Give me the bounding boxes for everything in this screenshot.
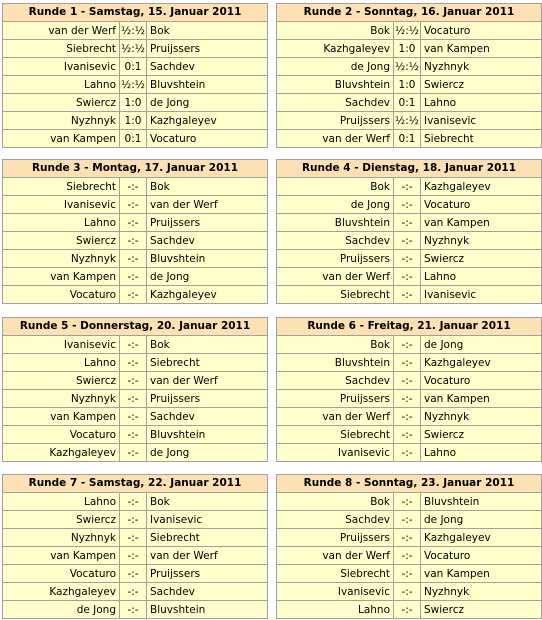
round-4-table xyxy=(276,159,542,304)
pairing-row xyxy=(277,286,541,304)
pairing-row xyxy=(3,178,267,196)
game-result: -:- xyxy=(394,390,421,408)
black-player: Vocaturo xyxy=(421,196,542,214)
game-result: ½:½ xyxy=(120,22,147,40)
game-result: -:- xyxy=(120,529,147,547)
game-result: -:- xyxy=(120,547,147,565)
round-1-table xyxy=(2,3,268,148)
black-player: Pruijssers xyxy=(147,214,268,232)
game-result: -:- xyxy=(394,178,421,196)
game-result: ½:½ xyxy=(394,112,421,130)
pairing-row xyxy=(277,112,541,130)
game-result: -:- xyxy=(394,372,421,390)
black-player: Ivanisevic xyxy=(424,288,477,301)
round-title: Runde 3 - Montag, 17. Januar 2011 xyxy=(3,160,267,178)
black-player: de Jong xyxy=(421,511,542,529)
white-player: Bluvshtein xyxy=(277,76,394,94)
round-3-table xyxy=(2,159,268,304)
round-5-table xyxy=(2,317,268,462)
pairing-row xyxy=(277,232,541,250)
black-player: Sachdev xyxy=(147,408,268,426)
game-result: 0:1 xyxy=(120,130,147,148)
white-player: Bok xyxy=(277,22,394,40)
game-result: -:- xyxy=(120,354,147,372)
black-player: de Jong xyxy=(147,268,268,286)
black-player: Sachdev xyxy=(147,583,268,601)
pairing-row xyxy=(3,354,267,372)
round-2-table xyxy=(276,3,542,148)
game-result: -:- xyxy=(394,268,421,286)
black-player: Nyzhnyk xyxy=(421,583,542,601)
white-player: Nyzhnyk xyxy=(3,529,120,547)
white-player: Nyzhnyk xyxy=(3,250,120,268)
pairing-row xyxy=(277,372,541,390)
black-player: Bok xyxy=(147,336,268,354)
pairing-row xyxy=(3,58,267,76)
pairing-row xyxy=(3,444,267,462)
game-result: -:- xyxy=(120,444,147,462)
black-player: Sachdev xyxy=(147,58,268,76)
round-title: Runde 5 - Donnerstag, 20. Januar 2011 xyxy=(3,318,267,336)
white-player: Swiercz xyxy=(3,94,120,112)
white-player: de Jong xyxy=(277,196,394,214)
pairing-row xyxy=(277,40,541,58)
pairing-row xyxy=(3,547,267,565)
round-title: Runde 6 - Freitag, 21. Januar 2011 xyxy=(277,318,541,336)
white-player: Sachdev xyxy=(277,372,394,390)
black-player: Bluvshtein xyxy=(421,493,542,511)
pairing-row xyxy=(277,58,541,76)
white-player: Ivanisevic xyxy=(3,58,120,76)
round-title: Runde 8 - Sonntag, 23. Januar 2011 xyxy=(277,475,541,493)
game-result: -:- xyxy=(120,565,147,583)
pairings-table xyxy=(277,22,541,147)
pairing-row xyxy=(277,130,541,148)
game-result: -:- xyxy=(120,286,147,304)
pairings-table xyxy=(3,336,267,461)
pairing-row xyxy=(277,196,541,214)
black-player: Nyzhnyk xyxy=(421,408,542,426)
game-result: -:- xyxy=(394,214,421,232)
game-result: -:- xyxy=(394,511,421,529)
pairing-row xyxy=(277,22,541,40)
black-player: Kazhgaleyev xyxy=(421,354,542,372)
round-7-table xyxy=(2,474,268,619)
pairing-row xyxy=(3,76,267,94)
black-player: de Jong xyxy=(150,446,190,459)
round-title: Runde 4 - Dienstag, 18. Januar 2011 xyxy=(277,160,541,178)
game-result: -:- xyxy=(394,232,421,250)
game-result: 1:0 xyxy=(394,40,421,58)
black-player: Lahno xyxy=(424,446,457,459)
game-result: 1:0 xyxy=(394,76,421,94)
black-player: van der Werf xyxy=(147,372,268,390)
game-result: 1:0 xyxy=(120,112,147,130)
black-player: de Jong xyxy=(147,94,268,112)
black-player: Bok xyxy=(147,493,268,511)
pairing-row xyxy=(277,493,541,511)
pairing-row xyxy=(3,529,267,547)
white-player: Lahno xyxy=(3,76,120,94)
white-player: Pruijssers xyxy=(277,112,394,130)
pairings-table xyxy=(3,178,267,303)
white-player: van Kampen xyxy=(3,130,120,148)
pairing-row xyxy=(3,250,267,268)
white-player: Lahno xyxy=(3,354,120,372)
black-player: Sachdev xyxy=(147,232,268,250)
pairing-row xyxy=(3,426,267,444)
pairing-row xyxy=(3,372,267,390)
game-result: -:- xyxy=(394,196,421,214)
game-result: ½:½ xyxy=(394,22,421,40)
pairing-row xyxy=(277,511,541,529)
game-result: -:- xyxy=(120,232,147,250)
black-player: van Kampen xyxy=(421,565,542,583)
game-result: -:- xyxy=(120,511,147,529)
game-result: -:- xyxy=(394,250,421,268)
white-player: Bok xyxy=(277,493,394,511)
game-result: -:- xyxy=(120,336,147,354)
black-player: Ivanisevic xyxy=(147,511,268,529)
white-player: Nyzhnyk xyxy=(3,390,120,408)
game-result: -:- xyxy=(120,390,147,408)
white-player: Siebrecht xyxy=(277,286,394,304)
black-player: Lahno xyxy=(421,94,542,112)
white-player: Vocaturo xyxy=(3,426,120,444)
black-player: Swiercz xyxy=(421,76,542,94)
pairing-row xyxy=(277,583,541,601)
black-player: Vocaturo xyxy=(150,132,197,145)
white-player: Bluvshtein xyxy=(277,214,394,232)
black-player: Bok xyxy=(147,22,268,40)
game-result: -:- xyxy=(394,408,421,426)
pairing-row xyxy=(277,178,541,196)
white-player: Swiercz xyxy=(3,511,120,529)
black-player: van der Werf xyxy=(147,547,268,565)
black-player: Siebrecht xyxy=(147,354,268,372)
black-player: Vocaturo xyxy=(421,372,542,390)
white-player: Bok xyxy=(277,178,394,196)
game-result: -:- xyxy=(394,444,421,462)
pairing-row xyxy=(277,336,541,354)
black-player: Bluvshtein xyxy=(147,76,268,94)
white-player: van Kampen xyxy=(3,547,120,565)
white-player: van Kampen xyxy=(3,268,120,286)
game-result: -:- xyxy=(120,250,147,268)
pairing-row xyxy=(277,268,541,286)
pairing-row xyxy=(3,336,267,354)
white-player: Lahno xyxy=(3,493,120,511)
pairing-row xyxy=(277,250,541,268)
black-player: Kazhgaleyev xyxy=(150,288,217,301)
white-player: Sachdev xyxy=(277,511,394,529)
game-result: -:- xyxy=(394,354,421,372)
black-player: Siebrecht xyxy=(424,132,474,145)
game-result: -:- xyxy=(394,583,421,601)
pairing-row xyxy=(277,214,541,232)
white-player: Lahno xyxy=(3,214,120,232)
pairing-row xyxy=(3,232,267,250)
black-player: Bluvshtein xyxy=(150,603,206,616)
black-player: de Jong xyxy=(421,336,542,354)
pairing-row xyxy=(3,268,267,286)
white-player: de Jong xyxy=(277,58,394,76)
pairing-row xyxy=(3,408,267,426)
black-player: Bok xyxy=(147,178,268,196)
pairing-row xyxy=(3,565,267,583)
game-result: -:- xyxy=(394,286,421,304)
game-result: -:- xyxy=(394,336,421,354)
game-result: -:- xyxy=(120,493,147,511)
pairing-row xyxy=(277,354,541,372)
game-result: -:- xyxy=(394,547,421,565)
black-player: Swiercz xyxy=(424,603,465,616)
white-player: Swiercz xyxy=(3,232,120,250)
pairing-row xyxy=(277,426,541,444)
black-player: van Kampen xyxy=(421,40,542,58)
pairing-row xyxy=(277,76,541,94)
white-player: van der Werf xyxy=(277,408,394,426)
white-player: Siebrecht xyxy=(277,426,394,444)
pairing-row xyxy=(277,601,541,619)
pairing-row xyxy=(3,112,267,130)
white-player: Siebrecht xyxy=(277,565,394,583)
black-player: Siebrecht xyxy=(147,529,268,547)
black-player: Swiercz xyxy=(421,426,542,444)
pairing-row xyxy=(3,583,267,601)
white-player: Pruijssers xyxy=(277,390,394,408)
game-result: -:- xyxy=(120,426,147,444)
game-result: 0:1 xyxy=(394,94,421,112)
white-player: Pruijssers xyxy=(277,250,394,268)
black-player: Nyzhnyk xyxy=(421,232,542,250)
black-player: Pruijssers xyxy=(147,390,268,408)
game-result: -:- xyxy=(120,583,147,601)
black-player: Ivanisevic xyxy=(421,112,542,130)
white-player: Kazhgaleyev xyxy=(3,444,120,462)
pairing-row xyxy=(3,511,267,529)
game-result: -:- xyxy=(394,601,421,619)
pairing-row xyxy=(277,565,541,583)
pairings-table xyxy=(277,178,541,303)
round-title: Runde 7 - Samstag, 22. Januar 2011 xyxy=(3,475,267,493)
white-player: Ivanisevic xyxy=(3,336,120,354)
black-player: Kazhgaleyev xyxy=(147,112,268,130)
pairing-row xyxy=(277,529,541,547)
black-player: Lahno xyxy=(421,268,542,286)
pairing-row xyxy=(277,408,541,426)
white-player: Kazhgaleyev xyxy=(3,583,120,601)
pairing-row xyxy=(3,40,267,58)
game-result: -:- xyxy=(120,214,147,232)
pairing-row xyxy=(277,444,541,462)
white-player: Lahno xyxy=(277,601,394,619)
game-result: ½:½ xyxy=(120,40,147,58)
pairings-table xyxy=(277,493,541,618)
game-result: -:- xyxy=(120,408,147,426)
black-player: Bluvshtein xyxy=(147,426,268,444)
pairing-row xyxy=(3,390,267,408)
white-player: Siebrecht xyxy=(3,178,120,196)
round-8-table xyxy=(276,474,542,619)
white-player: Vocaturo xyxy=(3,565,120,583)
pairings-table xyxy=(277,336,541,461)
pairing-row xyxy=(277,390,541,408)
game-result: -:- xyxy=(394,529,421,547)
black-player: van Kampen xyxy=(421,214,542,232)
white-player: Kazhgaleyev xyxy=(277,40,394,58)
black-player: Nyzhnyk xyxy=(421,58,542,76)
black-player: Kazhgaleyev xyxy=(421,178,542,196)
white-player: Vocaturo xyxy=(3,286,120,304)
game-result: ½:½ xyxy=(394,58,421,76)
white-player: van der Werf xyxy=(277,547,394,565)
pairing-row xyxy=(3,214,267,232)
round-title: Runde 1 - Samstag, 15. Januar 2011 xyxy=(3,4,267,22)
pairing-row xyxy=(3,94,267,112)
white-player: Pruijssers xyxy=(277,529,394,547)
black-player: van der Werf xyxy=(147,196,268,214)
black-player: Vocaturo xyxy=(421,547,542,565)
game-result: -:- xyxy=(120,196,147,214)
white-player: Bluvshtein xyxy=(277,354,394,372)
pairing-row xyxy=(3,286,267,304)
white-player: Ivanisevic xyxy=(277,444,394,462)
white-player: van Kampen xyxy=(3,408,120,426)
game-result: 1:0 xyxy=(120,94,147,112)
white-player: van der Werf xyxy=(3,22,120,40)
black-player: Kazhgaleyev xyxy=(421,529,542,547)
white-player: Ivanisevic xyxy=(3,196,120,214)
black-player: Pruijssers xyxy=(147,565,268,583)
pairing-row xyxy=(3,493,267,511)
white-player: Ivanisevic xyxy=(277,583,394,601)
pairings-table xyxy=(3,493,267,618)
round-6-table xyxy=(276,317,542,462)
pairing-row xyxy=(277,94,541,112)
game-result: -:- xyxy=(120,372,147,390)
game-result: -:- xyxy=(120,268,147,286)
game-result: 0:1 xyxy=(394,130,421,148)
pairing-row xyxy=(3,130,267,148)
game-result: -:- xyxy=(394,493,421,511)
white-player: Nyzhnyk xyxy=(3,112,120,130)
black-player: Swiercz xyxy=(421,250,542,268)
pairing-row xyxy=(277,547,541,565)
black-player: Vocaturo xyxy=(421,22,542,40)
game-result: -:- xyxy=(120,178,147,196)
white-player: Swiercz xyxy=(3,372,120,390)
black-player: Bluvshtein xyxy=(147,250,268,268)
black-player: van Kampen xyxy=(421,390,542,408)
pairing-row xyxy=(3,601,267,619)
white-player: van der Werf xyxy=(277,130,394,148)
white-player: Sachdev xyxy=(277,94,394,112)
game-result: 0:1 xyxy=(120,58,147,76)
pairing-row xyxy=(3,22,267,40)
white-player: Siebrecht xyxy=(3,40,120,58)
pairings-table xyxy=(3,22,267,147)
white-player: Bok xyxy=(277,336,394,354)
white-player: van der Werf xyxy=(277,268,394,286)
game-result: ½:½ xyxy=(120,76,147,94)
white-player: Sachdev xyxy=(277,232,394,250)
black-player: Pruijssers xyxy=(147,40,268,58)
game-result: -:- xyxy=(120,601,147,619)
pairing-row xyxy=(3,196,267,214)
white-player: de Jong xyxy=(3,601,120,619)
game-result: -:- xyxy=(394,426,421,444)
game-result: -:- xyxy=(394,565,421,583)
round-title: Runde 2 - Sonntag, 16. Januar 2011 xyxy=(277,4,541,22)
